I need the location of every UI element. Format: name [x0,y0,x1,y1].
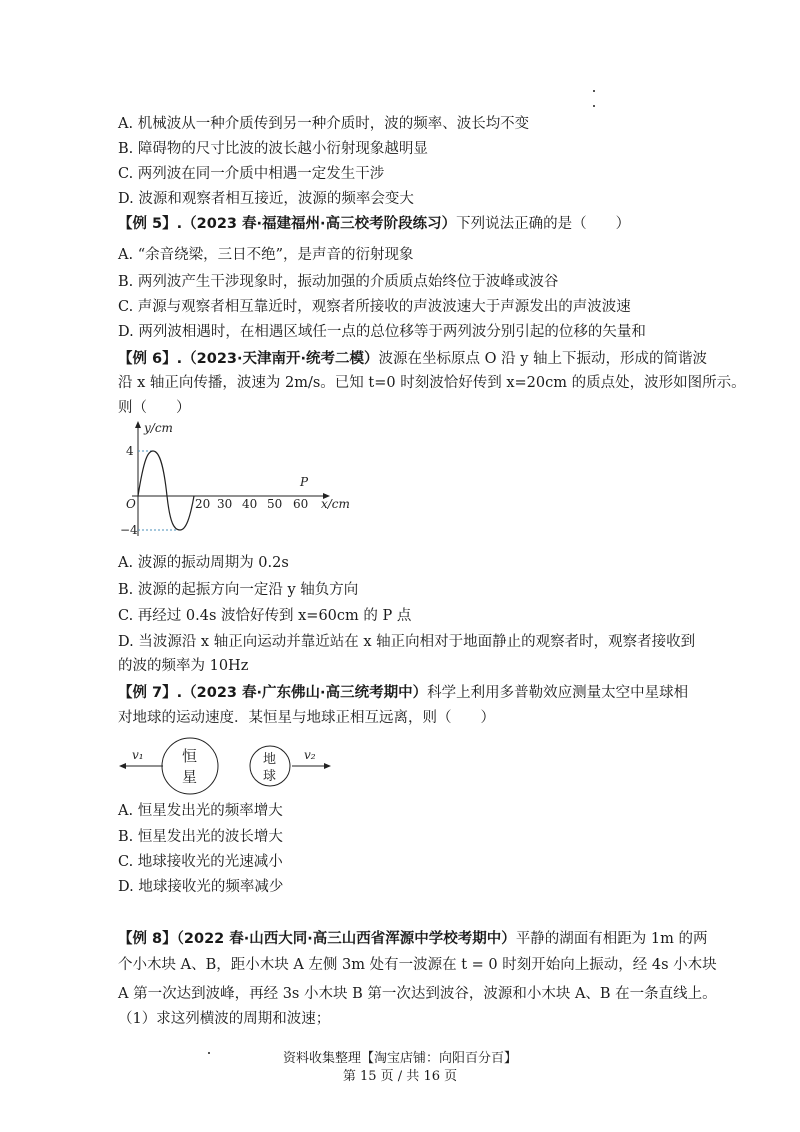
q6-stem-line3: 则（ ） [118,400,191,416]
q6-heading: 【例 6】.（2023·天津南开·统考二模） [118,351,379,367]
q7-option-c: C. 地球接收光的光速减小 [118,854,283,870]
q6-stem1: 波源在坐标原点 O 沿 y 轴上下振动，形成的简谐波 [378,351,708,367]
stray-dot [593,105,595,107]
q7-stem1: 科学上利用多普勒效应测量太空中星球相 [427,685,689,701]
q8-sub-question-1: （1）求这列横波的周期和波速； [118,1011,331,1027]
star-label-bottom: 星 [182,768,198,786]
wave-graph [118,418,358,538]
q7-heading: 【例 7】.（2023 春·广东佛山·高三统考期中） [118,685,428,701]
point-p-label: P [300,475,309,489]
x-axis-label: x/cm [321,497,350,511]
footer-source: 资料收集整理【淘宝店铺：向阳百分百】 [282,1051,517,1066]
sine-wave [138,451,194,530]
q8-stem-line3: A 第一次达到波峰，再经 3s 小木块 B 第一次达到波谷，波源和小木块 A、B 在一条直线上。 [118,986,717,1002]
q7-option-b: B. 恒星发出光的波长增大 [118,829,283,845]
earth-label-top: 地 [263,752,277,767]
q4-option-b: B. 障碍物的尺寸比波的波长越小衍射现象越明显 [118,141,428,157]
q6-option-b: B. 波源的起振方向一定沿 y 轴负方向 [118,582,359,598]
v1-arrow-head [119,763,126,769]
q4-option-a: A. 机械波从一种介质传到另一种介质时，波的频率、波长均不变 [118,116,530,132]
q6-option-c: C. 再经过 0.4s 波恰好传到 x=60cm 的 P 点 [118,608,412,624]
x-tick-50: 50 [267,497,283,511]
q5-option-a: A. “余音绕梁，三日不绝”，是声音的衍射现象 [118,247,414,263]
q5-stem-line [118,214,630,234]
q7-option-a: A. 恒星发出光的频率增大 [118,803,283,819]
x-tick-60: 60 [293,497,309,511]
q5-stem: 下列说法正确的是（ ） [456,216,631,232]
x-tick-20: 20 [195,497,211,511]
q7-stem-line1 [118,683,688,703]
origin-label: O [126,497,136,511]
q8-stem1: 平静的湖面有相距为 1m 的两 [515,931,708,947]
earth-label-bottom: 球 [263,769,277,784]
q7-stem-line2: 对地球的运动速度．某恒星与地球正相互远离，则（ ） [118,710,495,726]
y-axis-label: y/cm [144,421,173,435]
page-number: 第 15 页 / 共 16 页 [342,1069,458,1084]
q5-option-c: C. 声源与观察者相互靠近时，观察者所接收的声波波速大于声源发出的声波波速 [118,299,631,315]
v2-label: v₂ [304,748,316,762]
stray-dot [593,90,595,92]
v1-label: v₁ [132,748,144,762]
q8-heading: 【例 8】（2022 春·山西大同·高三山西省浑源中学校考期中） [118,931,516,947]
q6-stem-line1 [118,349,707,369]
q5-option-d: D. 两列波相遇时，在相遇区域任一点的总位移等于两列波分别引起的位移的矢量和 [118,324,646,340]
q6-option-d-line1: D. 当波源沿 x 轴正向运动并靠近站在 x 轴正向相对于地面静止的观察者时，观察者接收到 [118,634,696,650]
q4-option-c: C. 两列波在同一介质中相遇一定发生干涉 [118,166,385,182]
q8-stem-line2: 个小木块 A、B，距小木块 A 左侧 3m 处有一波源在 t = 0 时刻开始向上振动，经 4s 小木块 [118,957,717,973]
q6-option-d-line2: 的波的频率为 10Hz [118,658,249,674]
y-tick-4: 4 [126,444,134,458]
q8-stem-line1 [118,929,708,949]
q5-option-b: B. 两列波产生干涉现象时，振动加强的介质质点始终位于波峰或波谷 [118,274,559,290]
q6-option-a: A. 波源的振动周期为 0.2s [118,555,289,571]
star-earth-figure [118,733,338,803]
x-tick-30: 30 [217,497,233,511]
q7-option-d: D. 地球接收光的频率减少 [118,879,284,895]
star-label-top: 恒 [182,747,198,765]
x-tick-40: 40 [242,497,258,511]
q5-heading: 【例 5】.（2023 春·福建福州·高三校考阶段练习） [118,216,457,232]
q4-option-d: D. 波源和观察者相互接近，波源的频率会变大 [118,191,414,207]
y-axis-arrow [135,421,141,428]
q6-stem-line2: 沿 x 轴正向传播，波速为 2m/s。已知 t=0 时刻波恰好传到 x=20cm 的质点处，波形如图所示。 [118,375,746,391]
v2-arrow-head [324,763,331,769]
y-tick-neg4: −4 [120,523,138,537]
